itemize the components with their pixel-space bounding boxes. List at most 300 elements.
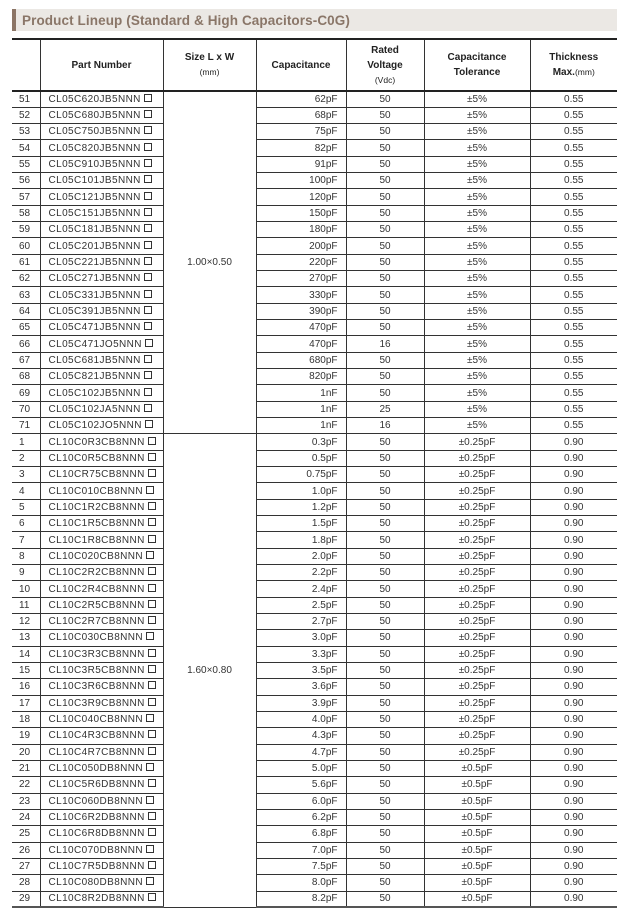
- table-row: [12, 352, 617, 368]
- rated-voltage-cell: 50: [346, 189, 424, 205]
- tolerance-cell: ±0.25pF: [424, 662, 530, 678]
- header-rated-voltage: [346, 39, 424, 91]
- rated-voltage-cell: 50: [346, 140, 424, 156]
- part-number: CL10C1R8CB8NNN: [48, 534, 145, 546]
- part-number-cell: [40, 140, 163, 156]
- capacitance-cell: 5.6pF: [256, 777, 346, 793]
- capacitance-cell: 62pF: [256, 91, 346, 107]
- row-number: 5: [12, 499, 40, 515]
- capacitance-cell: 1nF: [256, 401, 346, 417]
- table-row: [12, 516, 617, 532]
- row-number: 71: [12, 418, 40, 434]
- part-number-cell: [40, 271, 163, 287]
- tolerance-cell: ±0.5pF: [424, 875, 530, 891]
- header-tolerance-label: Capacitance Tolerance: [447, 52, 507, 78]
- table-row: [12, 695, 617, 711]
- header-voltage-label: Rated Voltage: [367, 44, 403, 71]
- capacitance-cell: 100pF: [256, 173, 346, 189]
- part-number: CL10C4R3CB8NNN: [48, 730, 145, 742]
- tolerance-cell: ±0.25pF: [424, 516, 530, 532]
- row-number: 54: [12, 140, 40, 156]
- table-row: [12, 205, 617, 221]
- table-row: [12, 630, 617, 646]
- part-number: CL10C1R5CB8NNN: [48, 518, 145, 530]
- tolerance-cell: ±0.25pF: [424, 450, 530, 466]
- rated-voltage-cell: 50: [346, 434, 424, 450]
- rated-voltage-cell: 50: [346, 254, 424, 270]
- row-number: 21: [12, 760, 40, 776]
- header-size-unit: (mm): [199, 67, 220, 77]
- rated-voltage-cell: 50: [346, 499, 424, 515]
- thickness-cell: 0.55: [530, 287, 617, 303]
- tolerance-cell: ±0.25pF: [424, 597, 530, 613]
- part-number-cell: [40, 744, 163, 760]
- rated-voltage-cell: 50: [346, 662, 424, 678]
- rated-voltage-cell: 50: [346, 369, 424, 385]
- option-square-icon: [144, 175, 152, 183]
- header-part-number: Part Number: [40, 39, 163, 91]
- part-number-cell: [40, 809, 163, 825]
- part-number: CL10C3R6CB8NNN: [48, 681, 145, 693]
- part-number-cell: [40, 777, 163, 793]
- rated-voltage-cell: 50: [346, 320, 424, 336]
- capacitance-cell: 5.0pF: [256, 760, 346, 776]
- capacitance-cell: 75pF: [256, 124, 346, 140]
- row-number: 27: [12, 858, 40, 874]
- part-number-cell: [40, 107, 163, 123]
- size-cell: 1.00×0.50: [163, 91, 256, 434]
- rated-voltage-cell: 50: [346, 695, 424, 711]
- row-number: 61: [12, 254, 40, 270]
- section-title-bar: [12, 9, 617, 31]
- table-row: [12, 222, 617, 238]
- capacitance-cell: 6.2pF: [256, 809, 346, 825]
- tolerance-cell: ±0.5pF: [424, 826, 530, 842]
- thickness-cell: 0.55: [530, 254, 617, 270]
- option-square-icon: [148, 437, 156, 445]
- part-number-cell: [40, 858, 163, 874]
- row-number: 14: [12, 646, 40, 662]
- part-number: CL10C4R7CB8NNN: [48, 746, 145, 758]
- rated-voltage-cell: 50: [346, 581, 424, 597]
- part-number: CL05C681JB5NNN: [48, 354, 141, 366]
- option-square-icon: [146, 845, 154, 853]
- tolerance-cell: ±0.25pF: [424, 548, 530, 564]
- table-row: [12, 679, 617, 695]
- tolerance-cell: ±0.25pF: [424, 679, 530, 695]
- rated-voltage-cell: 50: [346, 760, 424, 776]
- option-square-icon: [148, 861, 156, 869]
- capacitance-cell: 2.7pF: [256, 614, 346, 630]
- table-row: [12, 760, 617, 776]
- rated-voltage-cell: 50: [346, 205, 424, 221]
- tolerance-cell: ±0.25pF: [424, 614, 530, 630]
- option-square-icon: [144, 159, 152, 167]
- table-row: [12, 467, 617, 483]
- table-row: [12, 858, 617, 874]
- thickness-cell: 0.90: [530, 875, 617, 891]
- part-number-cell: [40, 320, 163, 336]
- row-number: 26: [12, 842, 40, 858]
- thickness-cell: 0.90: [530, 858, 617, 874]
- part-number: CL05C121JB5NNN: [48, 191, 141, 203]
- part-number-cell: [40, 516, 163, 532]
- capacitance-cell: 1.0pF: [256, 483, 346, 499]
- part-number-cell: [40, 205, 163, 221]
- part-number: CL05C201JB5NNN: [48, 240, 141, 252]
- capacitance-cell: 1nF: [256, 385, 346, 401]
- tolerance-cell: ±0.25pF: [424, 532, 530, 548]
- part-number-cell: [40, 124, 163, 140]
- capacitance-cell: 7.0pF: [256, 842, 346, 858]
- capacitance-cell: 820pF: [256, 369, 346, 385]
- option-square-icon: [144, 371, 152, 379]
- part-number-cell: [40, 287, 163, 303]
- option-square-icon: [148, 600, 156, 608]
- tolerance-cell: ±0.25pF: [424, 695, 530, 711]
- option-square-icon: [144, 208, 152, 216]
- capacitance-cell: 1.2pF: [256, 499, 346, 515]
- part-number: CL10C010CB8NNN: [48, 485, 144, 497]
- part-number-cell: [40, 614, 163, 630]
- part-number-cell: [40, 728, 163, 744]
- option-square-icon: [146, 486, 154, 494]
- rated-voltage-cell: 50: [346, 467, 424, 483]
- option-square-icon: [146, 714, 154, 722]
- tolerance-cell: ±0.5pF: [424, 760, 530, 776]
- capacitance-cell: 3.9pF: [256, 695, 346, 711]
- option-square-icon: [148, 665, 156, 673]
- capacitance-cell: 2.0pF: [256, 548, 346, 564]
- part-number-cell: [40, 581, 163, 597]
- row-number: 20: [12, 744, 40, 760]
- part-number: CL10C0R5CB8NNN: [48, 452, 145, 464]
- tolerance-cell: ±0.25pF: [424, 646, 530, 662]
- row-number: 18: [12, 711, 40, 727]
- capacitance-cell: 4.0pF: [256, 711, 346, 727]
- row-number: 22: [12, 777, 40, 793]
- option-square-icon: [146, 551, 154, 559]
- thickness-cell: 0.55: [530, 222, 617, 238]
- table-row: [12, 189, 617, 205]
- header-thickness-label: Thickness Max.(mm): [549, 52, 599, 78]
- header-thickness: [530, 39, 617, 91]
- table-row: [12, 842, 617, 858]
- tolerance-cell: ±0.25pF: [424, 483, 530, 499]
- part-number-cell: [40, 336, 163, 352]
- part-number: CL10C8R2DB8NNN: [48, 893, 145, 905]
- part-number: CL05C391JB5NNN: [48, 305, 141, 317]
- part-number-cell: [40, 401, 163, 417]
- table-row: [12, 450, 617, 466]
- table-row: [12, 140, 617, 156]
- row-number: 8: [12, 548, 40, 564]
- part-number: CL05C102JA5NNN: [48, 403, 141, 415]
- tolerance-cell: ±0.25pF: [424, 630, 530, 646]
- table-row: [12, 662, 617, 678]
- capacitance-cell: 8.0pF: [256, 875, 346, 891]
- header-size: [163, 39, 256, 91]
- rated-voltage-cell: 50: [346, 875, 424, 891]
- table-row: [12, 581, 617, 597]
- part-number-cell: [40, 548, 163, 564]
- option-square-icon: [146, 877, 154, 885]
- option-square-icon: [148, 535, 156, 543]
- part-number-cell: [40, 646, 163, 662]
- thickness-cell: 0.90: [530, 597, 617, 613]
- option-square-icon: [145, 339, 153, 347]
- part-number-cell: [40, 760, 163, 776]
- option-square-icon: [148, 681, 156, 689]
- header-capacitance: Capacitance: [256, 39, 346, 91]
- option-square-icon: [144, 110, 152, 118]
- part-number-cell: [40, 565, 163, 581]
- table-row: [12, 499, 617, 515]
- tolerance-cell: ±5%: [424, 107, 530, 123]
- part-number: CL10C080DB8NNN: [48, 877, 144, 889]
- thickness-cell: 0.90: [530, 891, 617, 907]
- tolerance-cell: ±5%: [424, 173, 530, 189]
- rated-voltage-cell: 25: [346, 401, 424, 417]
- table-row: [12, 532, 617, 548]
- row-number: 10: [12, 581, 40, 597]
- capacitance-cell: 7.5pF: [256, 858, 346, 874]
- row-number: 60: [12, 238, 40, 254]
- part-number: CL05C471JB5NNN: [48, 322, 141, 334]
- table-row: [12, 565, 617, 581]
- rated-voltage-cell: 50: [346, 646, 424, 662]
- table-row: [12, 418, 617, 434]
- table-row: [12, 271, 617, 287]
- rated-voltage-cell: 50: [346, 385, 424, 401]
- part-number: CL05C821JB5NNN: [48, 371, 141, 383]
- tolerance-cell: ±0.25pF: [424, 434, 530, 450]
- capacitance-cell: 3.3pF: [256, 646, 346, 662]
- option-square-icon: [144, 94, 152, 102]
- table-row: [12, 875, 617, 891]
- table-row: [12, 597, 617, 613]
- row-number: 62: [12, 271, 40, 287]
- row-number: 25: [12, 826, 40, 842]
- rated-voltage-cell: 50: [346, 679, 424, 695]
- part-number-cell: [40, 173, 163, 189]
- thickness-cell: 0.90: [530, 679, 617, 695]
- part-number: CL10C020CB8NNN: [48, 550, 144, 562]
- capacitance-cell: 3.0pF: [256, 630, 346, 646]
- row-number: 7: [12, 532, 40, 548]
- thickness-cell: 0.55: [530, 418, 617, 434]
- part-number-cell: [40, 418, 163, 434]
- table-row: [12, 401, 617, 417]
- rated-voltage-cell: 50: [346, 565, 424, 581]
- row-number: 3: [12, 467, 40, 483]
- option-square-icon: [148, 584, 156, 592]
- tolerance-cell: ±0.5pF: [424, 809, 530, 825]
- part-number-cell: [40, 434, 163, 450]
- row-number: 70: [12, 401, 40, 417]
- option-square-icon: [148, 518, 156, 526]
- row-number: 23: [12, 793, 40, 809]
- option-square-icon: [148, 567, 156, 575]
- table-row: [12, 548, 617, 564]
- part-number: CL10C060DB8NNN: [48, 795, 144, 807]
- part-number: CL10C070DB8NNN: [48, 844, 144, 856]
- part-number-cell: [40, 303, 163, 319]
- option-square-icon: [144, 224, 152, 232]
- thickness-cell: 0.90: [530, 793, 617, 809]
- tolerance-cell: ±5%: [424, 156, 530, 172]
- capacitance-cell: 0.3pF: [256, 434, 346, 450]
- part-number: CL05C680JB5NNN: [48, 109, 141, 121]
- tolerance-cell: ±5%: [424, 140, 530, 156]
- table-row: [12, 891, 617, 907]
- table-row: [12, 173, 617, 189]
- row-number: 65: [12, 320, 40, 336]
- thickness-cell: 0.55: [530, 336, 617, 352]
- tolerance-cell: ±5%: [424, 124, 530, 140]
- part-number-cell: [40, 875, 163, 891]
- option-square-icon: [144, 273, 152, 281]
- option-square-icon: [144, 404, 152, 412]
- rated-voltage-cell: 50: [346, 842, 424, 858]
- row-number: 24: [12, 809, 40, 825]
- part-number-cell: [40, 842, 163, 858]
- part-number: CL10C7R5DB8NNN: [48, 861, 145, 873]
- tolerance-cell: ±0.5pF: [424, 793, 530, 809]
- capacitance-cell: 680pF: [256, 352, 346, 368]
- table-row: [12, 107, 617, 123]
- thickness-cell: 0.90: [530, 499, 617, 515]
- part-number: CL05C102JB5NNN: [48, 387, 141, 399]
- part-number-cell: [40, 156, 163, 172]
- thickness-cell: 0.90: [530, 630, 617, 646]
- part-number: CL05C471JO5NNN: [48, 338, 142, 350]
- rated-voltage-cell: 50: [346, 271, 424, 287]
- part-number-cell: [40, 499, 163, 515]
- rated-voltage-cell: 50: [346, 744, 424, 760]
- tolerance-cell: ±0.25pF: [424, 744, 530, 760]
- part-number: CL05C820JB5NNN: [48, 142, 141, 154]
- thickness-cell: 0.90: [530, 646, 617, 662]
- thickness-cell: 0.55: [530, 91, 617, 107]
- option-square-icon: [148, 812, 156, 820]
- row-number: 55: [12, 156, 40, 172]
- option-square-icon: [148, 893, 156, 901]
- thickness-cell: 0.90: [530, 744, 617, 760]
- part-number: CL10C6R8DB8NNN: [48, 828, 145, 840]
- row-number: 66: [12, 336, 40, 352]
- option-square-icon: [144, 241, 152, 249]
- table-row: [12, 303, 617, 319]
- thickness-cell: 0.55: [530, 107, 617, 123]
- part-number-cell: [40, 891, 163, 907]
- part-number-cell: [40, 826, 163, 842]
- option-square-icon: [148, 469, 156, 477]
- option-square-icon: [144, 192, 152, 200]
- rated-voltage-cell: 50: [346, 858, 424, 874]
- part-number: CL10C030CB8NNN: [48, 632, 144, 644]
- part-number-cell: [40, 450, 163, 466]
- table-row: [12, 369, 617, 385]
- table-row: [12, 287, 617, 303]
- capacitance-cell: 1.8pF: [256, 532, 346, 548]
- part-number-cell: [40, 597, 163, 613]
- part-number: CL10C2R7CB8NNN: [48, 616, 145, 628]
- header-no: [12, 39, 40, 91]
- capacitance-cell: 390pF: [256, 303, 346, 319]
- part-number: CL05C910JB5NNN: [48, 158, 141, 170]
- option-square-icon: [145, 420, 153, 428]
- option-square-icon: [148, 616, 156, 624]
- rated-voltage-cell: 50: [346, 303, 424, 319]
- rated-voltage-cell: 50: [346, 238, 424, 254]
- row-number: 56: [12, 173, 40, 189]
- thickness-cell: 0.55: [530, 140, 617, 156]
- row-number: 63: [12, 287, 40, 303]
- thickness-cell: 0.55: [530, 271, 617, 287]
- table-row: [12, 777, 617, 793]
- capacitance-cell: 330pF: [256, 287, 346, 303]
- option-square-icon: [148, 730, 156, 738]
- thickness-cell: 0.55: [530, 320, 617, 336]
- row-number: 59: [12, 222, 40, 238]
- part-number-cell: [40, 793, 163, 809]
- tolerance-cell: ±5%: [424, 254, 530, 270]
- row-number: 29: [12, 891, 40, 907]
- part-number: CL10C6R2DB8NNN: [48, 812, 145, 824]
- row-number: 2: [12, 450, 40, 466]
- thickness-cell: 0.55: [530, 124, 617, 140]
- option-square-icon: [144, 126, 152, 134]
- part-number: CL05C221JB5NNN: [48, 256, 141, 268]
- option-square-icon: [148, 828, 156, 836]
- thickness-cell: 0.90: [530, 614, 617, 630]
- thickness-cell: 0.90: [530, 581, 617, 597]
- thickness-cell: 0.90: [530, 483, 617, 499]
- capacitance-cell: 220pF: [256, 254, 346, 270]
- tolerance-cell: ±0.25pF: [424, 728, 530, 744]
- thickness-cell: 0.90: [530, 565, 617, 581]
- thickness-cell: 0.90: [530, 532, 617, 548]
- row-number: 52: [12, 107, 40, 123]
- table-row: [12, 254, 617, 270]
- part-number-cell: [40, 662, 163, 678]
- part-number-cell: [40, 483, 163, 499]
- capacitance-cell: 91pF: [256, 156, 346, 172]
- capacitance-cell: 82pF: [256, 140, 346, 156]
- part-number-cell: [40, 222, 163, 238]
- capacitance-cell: 180pF: [256, 222, 346, 238]
- tolerance-cell: ±5%: [424, 222, 530, 238]
- rated-voltage-cell: 50: [346, 222, 424, 238]
- part-number-cell: [40, 91, 163, 107]
- rated-voltage-cell: 50: [346, 711, 424, 727]
- part-number: CL10CR75CB8NNN: [48, 469, 145, 481]
- thickness-cell: 0.55: [530, 238, 617, 254]
- part-number: CL05C620JB5NNN: [48, 93, 141, 105]
- row-number: 13: [12, 630, 40, 646]
- rated-voltage-cell: 50: [346, 516, 424, 532]
- rated-voltage-cell: 50: [346, 532, 424, 548]
- capacitance-cell: 3.6pF: [256, 679, 346, 695]
- rated-voltage-cell: 50: [346, 630, 424, 646]
- part-number-cell: [40, 352, 163, 368]
- table-row: [12, 336, 617, 352]
- part-number: CL10C2R2CB8NNN: [48, 567, 145, 579]
- rated-voltage-cell: 50: [346, 124, 424, 140]
- capacitance-cell: 150pF: [256, 205, 346, 221]
- part-number: CL10C1R2CB8NNN: [48, 501, 145, 513]
